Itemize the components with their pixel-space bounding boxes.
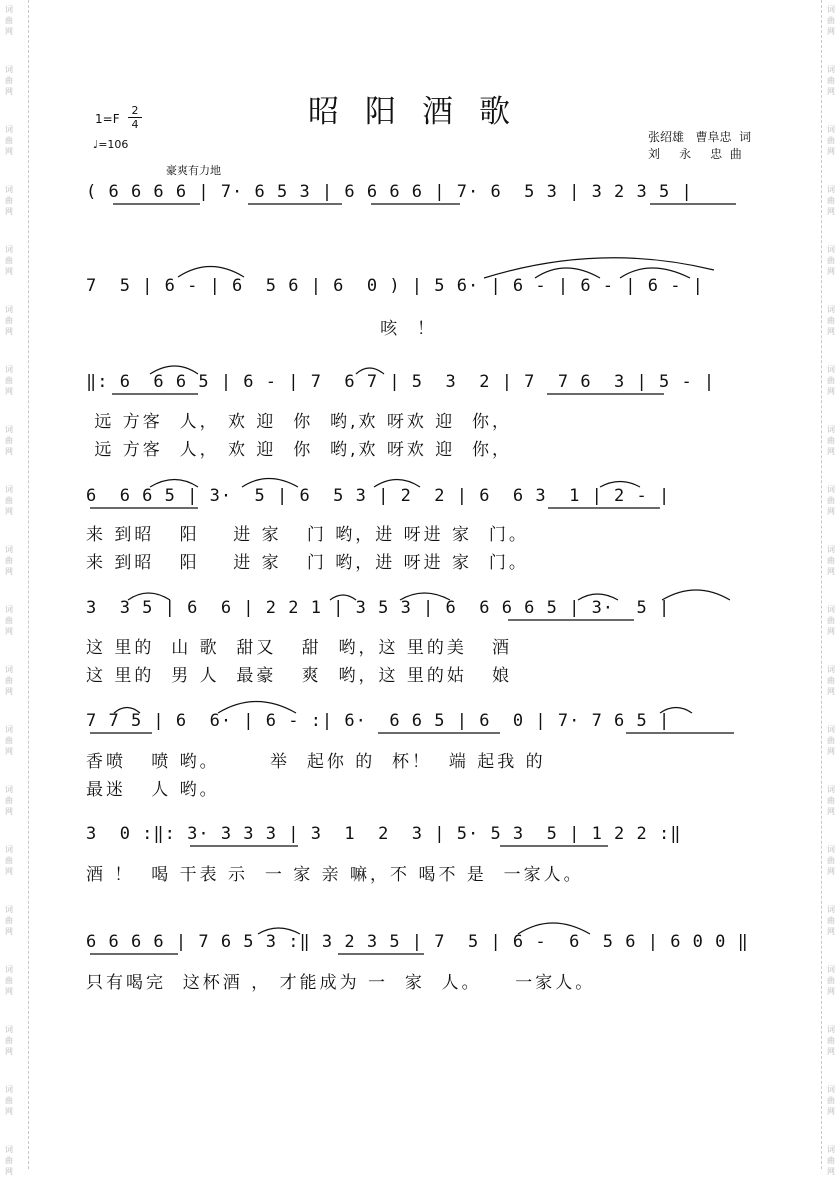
- lyric-verse-1: 香喷 喷 哟。 举 起你 的 杯！ 端 起我 的: [86, 752, 546, 772]
- watermark-stamp: 词曲网: [5, 965, 13, 996]
- slur-mark: [535, 268, 600, 278]
- watermark-stamp: 词曲网: [5, 5, 13, 36]
- slur-mark: [374, 480, 420, 488]
- key-signature: 1=F: [95, 112, 120, 126]
- lyric-verse-2: 这 里的 男 人 最豪 爽 哟，这 里的姑 娘: [86, 666, 513, 686]
- watermark-stamp: 词曲网: [827, 305, 835, 336]
- tempo-value: =106: [98, 138, 129, 151]
- slur-mark: [178, 267, 244, 278]
- watermark-stamp: 词曲网: [827, 545, 835, 576]
- slur-mark: [356, 368, 384, 374]
- watermark-stamp: 词曲网: [827, 65, 835, 96]
- time-signature-bottom: 4: [131, 118, 139, 131]
- quarter-note-icon: ♩: [93, 138, 99, 151]
- lyric-verse-2: 最迷 人 哟。: [86, 780, 220, 800]
- watermark-stamp: 词曲网: [827, 425, 835, 456]
- notation-line: 3 0 :‖: 3· 3 3 3 | 3 1 2 3 | 5· 5 3 5 | 1 2 2 :‖: [86, 824, 682, 844]
- notation-line: ‖: 6 6 6 5 | 6 - | 7 6 7 | 5 3 2 | 7 7 6 3 | 5 - |: [86, 372, 716, 392]
- notation-line: 6 6 6 6 | 7 6 5 3 :‖ 3 2 3 5 | 7 5 | 6 - 6 5 6 | 6 0 0 ‖: [86, 932, 749, 952]
- watermark-stamp: 词曲网: [5, 905, 13, 936]
- watermark-stamp: 词曲网: [827, 905, 835, 936]
- slur-mark: [620, 268, 690, 278]
- watermark-stamp: 词曲网: [827, 5, 835, 36]
- watermark-stamp: 词曲网: [827, 185, 835, 216]
- watermark-stamp: 词曲网: [5, 1025, 13, 1056]
- slur-mark: [518, 923, 590, 934]
- lyric-verse-2: 来 到昭 阳 进 家 门 哟，进 呀进 家 门。: [86, 553, 529, 573]
- watermark-stamp: 词曲网: [5, 845, 13, 876]
- lyricists-credit: 张绍雄 曹阜忠 词: [648, 130, 752, 144]
- notation-line: 7 7 5 | 6 6· | 6 - :| 6· 6 6 5 | 6 0 | 7· 7 6 5 |: [86, 711, 671, 731]
- watermark-stamp: 词曲网: [5, 725, 13, 756]
- watermark-stamp: 词曲网: [827, 785, 835, 816]
- watermark-stamp: 词曲网: [5, 125, 13, 156]
- slur-mark: [400, 593, 450, 600]
- watermark-stamp: 词曲网: [5, 185, 13, 216]
- slur-mark: [114, 708, 140, 714]
- lyric-verse-1: 酒 ！ 喝 干表 示 一 家 亲 嘛，不 喝不 是 一家人。: [86, 865, 584, 885]
- lyric-verse-1: 远 方客 人， 欢 迎 你 哟,欢 呀欢 迎 你，: [86, 412, 513, 432]
- watermark-stamp: 词曲网: [5, 1085, 13, 1116]
- watermark-stamp: 词曲网: [5, 785, 13, 816]
- watermark-stamp: 词曲网: [827, 485, 835, 516]
- lyric-verse-1: 咳 ！: [86, 319, 437, 339]
- watermark-stamp: 词曲网: [827, 1085, 835, 1116]
- lyric-verse-2: 远 方客 人， 欢 迎 你 哟,欢 呀欢 迎 你，: [86, 440, 513, 460]
- slur-mark: [662, 590, 730, 600]
- lyric-verse-1: 只有喝完 这杯酒 ， 才能成为 一 家 人。 一家人。: [86, 973, 596, 993]
- watermark-stamp: 词曲网: [827, 965, 835, 996]
- notation-line: ( 6 6 6 6 | 7· 6 5 3 | 6 6 6 6 | 7· 6 5 3 | 3 2 3 5 |: [86, 182, 693, 202]
- watermark-stamp: 词曲网: [827, 1025, 835, 1056]
- slur-mark: [330, 595, 356, 600]
- watermark-stamp: 词曲网: [827, 245, 835, 276]
- watermark-stamp: 词曲网: [5, 665, 13, 696]
- slur-mark: [150, 480, 198, 488]
- watermark-stamp: 词曲网: [5, 425, 13, 456]
- watermark-stamp: 词曲网: [827, 365, 835, 396]
- notation-line: 6 6 6 5 | 3· 5 | 6 5 3 | 2 2 | 6 6 3 1 | 2 - |: [86, 486, 671, 506]
- slur-mark: [128, 593, 170, 600]
- notation-line: 3 3 5 | 6 6 | 2 2 1 | 3 5 3 | 6 6 6 6 5 | 3· 5 |: [86, 598, 671, 618]
- watermark-stamp: 词曲网: [5, 65, 13, 96]
- slur-mark: [660, 708, 692, 714]
- slur-mark: [150, 366, 198, 374]
- watermark-stamp: 词曲网: [5, 1145, 13, 1176]
- slur-mark: [218, 702, 296, 714]
- watermark-stamp: 词曲网: [5, 365, 13, 396]
- expression-marking: 豪爽有力地: [166, 164, 221, 177]
- watermark-stamp: 词曲网: [827, 845, 835, 876]
- watermark-stamp: 词曲网: [5, 605, 13, 636]
- slur-mark: [258, 928, 300, 934]
- watermark-stamp: 词曲网: [827, 665, 835, 696]
- watermark-stamp: 词曲网: [5, 485, 13, 516]
- watermark-stamp: 词曲网: [5, 545, 13, 576]
- watermark-stamp: 词曲网: [827, 725, 835, 756]
- slur-mark: [578, 594, 618, 600]
- watermark-stamp: 词曲网: [5, 305, 13, 336]
- time-signature-top: 2: [131, 104, 139, 117]
- watermark-stamp: 词曲网: [827, 605, 835, 636]
- watermark-stamp: 词曲网: [827, 125, 835, 156]
- song-title: 昭阳酒歌: [308, 94, 536, 130]
- composer-credit: 刘 永 忠 曲: [648, 147, 742, 161]
- slur-mark: [242, 479, 298, 488]
- lyric-verse-1: 这 里的 山 歌 甜又 甜 哟，这 里的美 酒: [86, 638, 513, 658]
- lyric-verse-1: 来 到昭 阳 进 家 门 哟，进 呀进 家 门。: [86, 525, 529, 545]
- slur-mark: [484, 258, 714, 278]
- watermark-stamp: 词曲网: [827, 1145, 835, 1176]
- watermark-stamp: 词曲网: [5, 245, 13, 276]
- notation-line: 7 5 | 6 - | 6 5 6 | 6 0 ) | 5 6· | 6 - | 6 - | 6 - |: [86, 276, 704, 296]
- slur-mark: [600, 482, 640, 488]
